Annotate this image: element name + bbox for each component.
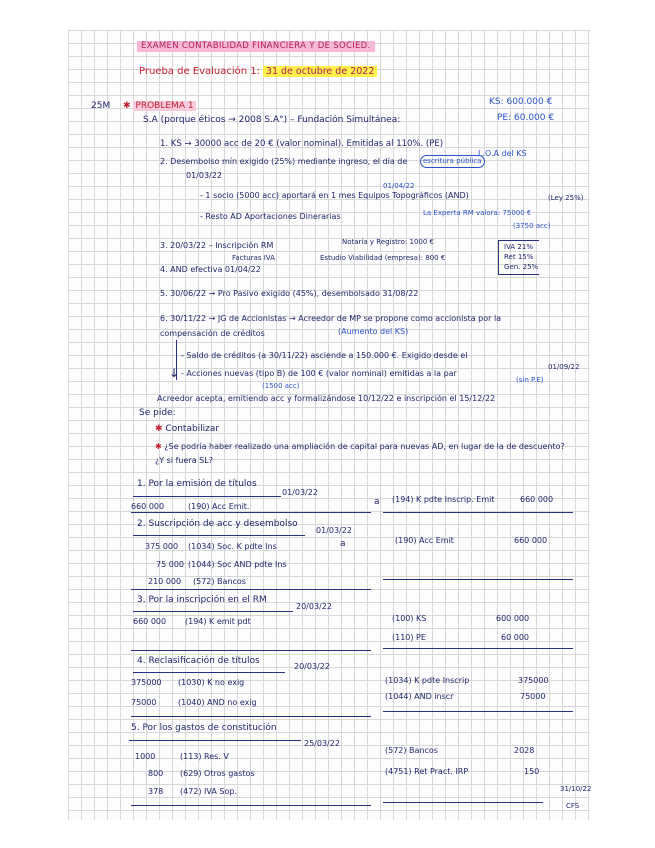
entry-2-credit-amount: 660 000 [514, 536, 548, 545]
item-5-sub3: Facturas IVA [232, 254, 275, 262]
ask-2 [155, 440, 570, 468]
entry-2-date: 01/03/22 [316, 526, 352, 535]
entry-1-credit-account: (194) K pdte Inscrip. Emit [392, 495, 495, 504]
entry-5-credit-1-amount: 2028 [514, 746, 535, 755]
pe-value: PE: 60.000 € [497, 113, 555, 123]
entry-5-date: 25/03/22 [304, 739, 340, 748]
entry-5-title: 5. Por los gastos de constitución [131, 723, 277, 733]
item-5-sub2: Estudio Viabilidad (empresa): 800 € [320, 254, 446, 262]
problem-label [123, 101, 196, 112]
entry-2-debit-3-amount: 210 000 [148, 577, 182, 586]
rates-bracket [498, 240, 539, 275]
entry-2-debit-3-account: (572) Bancos [193, 577, 246, 586]
entry-4-debit-2-amount: 75000 [131, 698, 157, 707]
item-9-date: 01/09/22 [548, 363, 580, 371]
entry-3-debit-amount: 660 000 [133, 617, 167, 626]
entry-4-rule-left [131, 716, 371, 717]
entry-5-rule-left [131, 805, 371, 806]
entry-2-debit-1-amount: 375 000 [145, 542, 179, 551]
item-5-sub1: Notaría y Registro: 1000 € [342, 238, 434, 246]
evaluation-label: Prueba de Evaluación 1: [139, 66, 261, 77]
entry-3-credit-2-account: (110) PE [392, 633, 426, 642]
entry-5-debit-1-amount: 1000 [135, 752, 156, 761]
entry-4-debit-2-account: (1040) AND no exig [178, 698, 257, 707]
entry-5-debit-2-amount: 800 [148, 769, 164, 778]
entry-5-title-underline [129, 740, 301, 741]
item-10-note2: (1500 acc) [262, 382, 300, 390]
entry-1-rule-left [131, 512, 371, 513]
entry-3-credit-1-account: (100) KS [392, 614, 427, 623]
star-icon: ✱ [155, 424, 163, 434]
entry-3-credit-1-amount: 600 000 [496, 614, 530, 623]
entry-3-title-underline [133, 611, 293, 612]
footer-signature: CFS [566, 802, 580, 810]
entry-2-rule-left [131, 589, 371, 590]
item-6: 4. AND efectiva 01/04/22 [160, 265, 261, 274]
entry-2-title-underline [133, 535, 305, 536]
entry-5-credit-1-account: (572) Bancos [385, 746, 438, 755]
item-2-note: escritura pública [420, 155, 485, 168]
entry-4-credit-1-account: (1034) K pdte Inscrip [385, 676, 470, 685]
entry-3-rule-right [383, 648, 573, 649]
exam-title: EXAMEN CONTABILIDAD FINANCIERA Y DE SOCIED. [137, 41, 375, 52]
footer-date: 31/10/22 [560, 785, 592, 793]
entry-5-rule-right [383, 802, 543, 803]
entry-2-debit-1-account: (1034) Soc. K pdte Ins [188, 542, 277, 551]
entry-1-title-underline [133, 496, 281, 497]
entry-4-title: 4. Reclasificación de títulos [137, 656, 260, 666]
problem-time: 25M [91, 101, 111, 111]
ask-1-text: Contabilizar [165, 424, 220, 434]
entry-4-credit-2-account: (1044) AND inscr [385, 692, 454, 701]
entry-3-debit-account: (194) K emit pdt [185, 617, 251, 626]
evaluation-date: 31 de octubre de 2022 [263, 66, 377, 77]
entry-3-title: 3. Por la inscripción en el RM [137, 595, 267, 605]
entry-2-rule-right [383, 579, 573, 580]
ks-value: KS: 600.000 € [489, 97, 553, 107]
entry-3-rule-left [131, 650, 371, 651]
entry-5-debit-3-amount: 378 [148, 787, 164, 796]
item-9: - Saldo de créditos (a 30/11/22) asciende a 150.000 €. Exigido desde el [181, 351, 468, 360]
star-icon: ✱ [123, 101, 131, 111]
entry-3-date: 20/03/22 [296, 602, 332, 611]
problem-label-text: PROBLEMA 1 [135, 101, 194, 111]
entry-3-credit-2-amount: 60 000 [501, 633, 529, 642]
down-arrow-icon: ↓ [169, 366, 180, 380]
entry-4-credit-2-amount: 75000 [520, 692, 546, 701]
entry-2-connector: a [340, 539, 346, 549]
entry-1-credit-amount: 660 000 [520, 495, 554, 504]
entry-4-title-underline [133, 672, 285, 673]
evaluation-line [139, 66, 377, 78]
item-1: 1. KS → 30000 acc de 20 € (valor nominal). Emitidas al 110%. (PE) [160, 139, 444, 149]
entry-4-rule-right [383, 711, 573, 712]
item-3: - 1 socio (5000 acc) aportará en 1 mes Equipos Topográficos (AND) [200, 191, 469, 200]
item-7: 5. 30/06/22 → Pro Pasivo exigido (45%), desembolsado 31/08/22 [160, 289, 419, 298]
entry-1-debit-account: (190) Acc Emit. [188, 502, 250, 511]
entry-1-connector: a [374, 497, 380, 507]
entry-1-debit-amount: 660 000 [131, 502, 165, 511]
item-3-date: 01/04/22 [383, 182, 415, 190]
entry-2-credit-account: (190) Acc Emit [395, 536, 454, 545]
item-3-note: (Ley 25%) [548, 194, 584, 202]
closing-line: Acreedor acepta, emitiendo acc y formalizándose 10/12/22 e inscripción el 15/12/22 [157, 394, 496, 403]
entry-5-credit-2-amount: 150 [524, 767, 540, 776]
entry-2-debit-2-amount: 75 000 [156, 560, 184, 569]
entry-4-credit-1-amount: 375000 [518, 676, 549, 685]
ask-1 [155, 424, 219, 435]
entry-1-rule-right [383, 512, 573, 513]
item-4-note: La Experta RM valora: 75000 € [423, 209, 532, 217]
entry-1-date: 01/03/22 [282, 488, 318, 497]
item-2-date: 01/03/22 [186, 171, 222, 180]
item-1-note: L.O.A del KS [478, 149, 527, 158]
entry-4-debit-1-amount: 375000 [131, 678, 162, 687]
item-10: - Acciones nuevas (tipo B) de 100 € (valor nominal) emitidas a la par [181, 369, 457, 378]
item-10-note: (sin P.E) [516, 376, 544, 384]
item-8-note: (Aumento del KS) [338, 327, 409, 336]
item-4-note2: (3750 acc) [513, 222, 551, 230]
item-5-rate-2: Ret 15% [504, 253, 534, 261]
entry-4-date: 20/03/22 [294, 662, 330, 671]
item-2: 2. Desembolso mín exigido (25%) mediante ingreso, el día de [160, 157, 408, 166]
entry-5-debit-1-account: (113) Res. V [180, 752, 229, 761]
item-5-rate-3: Gen. 25% [504, 263, 539, 271]
entry-5-credit-2-account: (4751) Ret Pract. IRP [385, 767, 469, 776]
item-5: 3. 20/03/22 – Inscripción RM [160, 241, 274, 250]
item-5-rate-1: IVA 21% [504, 243, 533, 251]
entry-2-title: 2. Suscripción de acc y desembolso [137, 519, 298, 529]
item-4: - Resto AD Aportaciones Dinerarias [200, 212, 341, 221]
item-8: 6. 30/11/22 → JG de Accionistas → Acreedor de MP se propone como accionista por la compensación de créditos [160, 314, 502, 338]
star-icon: ✱ [155, 442, 162, 451]
entry-1-title: 1. Por la emisión de títulos [137, 479, 257, 489]
asks-label: Se pide: [139, 408, 176, 418]
entry-5-debit-2-account: (629) Otros gastos [180, 769, 255, 778]
entry-4-debit-1-account: (1030) K no exig [178, 678, 245, 687]
entry-5-debit-3-account: (472) IVA Sop. [180, 787, 237, 796]
entry-2-debit-2-account: (1044) Soc AND pdte Ins [188, 560, 287, 569]
problem-intro: S.A (porque éticos → 2008 S.A°) – Fundación Simultánea: [143, 115, 401, 125]
ask-2-text: ¿Se podría haber realizado una ampliación de capital para nuevas AD, en lugar de la de descuento? ¿Y si fuera SL? [155, 442, 565, 465]
